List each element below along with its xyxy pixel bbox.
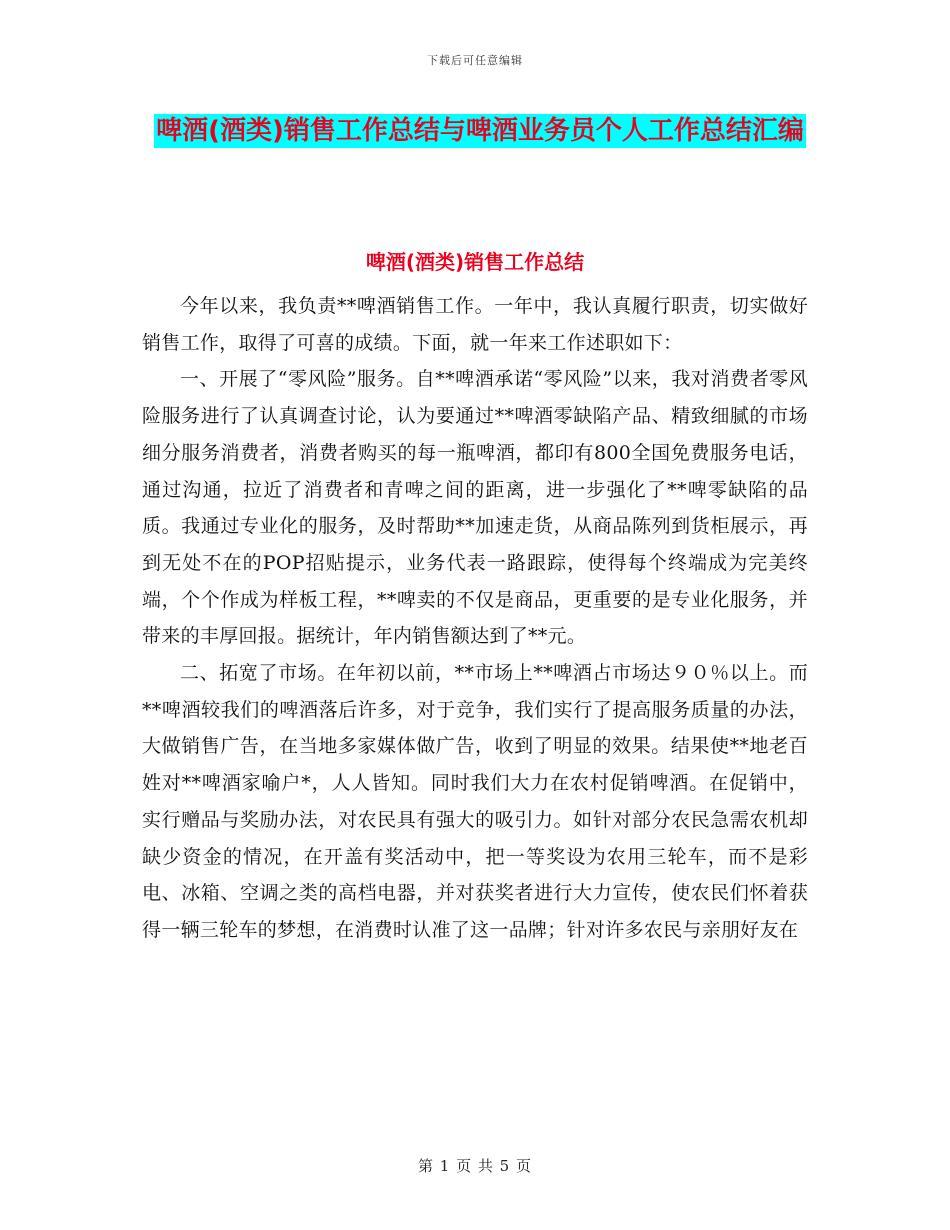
page-number: 第 1 页 共 5 页 bbox=[418, 1157, 532, 1175]
document-title-text: 啤酒(酒类)销售工作总结与啤酒业务员个人工作总结汇编 bbox=[156, 116, 804, 146]
paragraph-zero-risk-service: 一、开展了“零风险”服务。自**啤酒承诺“零风险”以来，我对消费者零风险服务进行了认真调查讨论，认为要通过**啤酒零缺陷产品、精致细腻的市场细分服务消费者，消费者购买的每一瓶啤酒，都印有800全国免费服务电话，通过沟通，拉近了消费者和青啤之间的距离，进一步强化了**啤零缺陷的品质。我通过专业化的服务，及时帮助**加速走货，从商品陈列到货柜展示，再到无处不在的POP招贴提示，业务代表一路跟踪，使得每个终端成为完美终端，个个作成为样板工程，**啤卖的不仅是商品，更重要的是专业化服务，并带来的丰厚回报。据统计，年内销售额达到了**元。 bbox=[142, 368, 808, 648]
body-text bbox=[142, 288, 808, 949]
document-title bbox=[150, 108, 810, 154]
paragraph-market-expansion: 二、拓宽了市场。在年初以前，**市场上**啤酒占市场达９０％以上。而**啤酒较我们的啤酒落后许多，对于竞争，我们实行了提高服务质量的办法，大做销售广告，在当地多家媒体做广告，收到了明显的效果。结果使**地老百姓对**啤酒家喻户*，人人皆知。同时我们大力在农村促销啤酒。在促销中，实行赠品与奖励办法，对农民具有强大的吸引力。如针对部分农民急需农机却缺少资金的情况，在开盖有奖活动中，把一等奖设为农用三轮车，而不是彩电、冰箱、空调之类的高档电器，并对获奖者进行大力宣传，使农民们怀着获得一辆三轮车的梦想，在消费时认准了这一品牌；针对许多农民与亲朋好友在 bbox=[142, 662, 808, 941]
page-header-note: 下载后可任意编辑 bbox=[427, 54, 523, 67]
paragraph-intro: 今年以来，我负责**啤酒销售工作。一年中，我认真履行职责，切实做好销售工作，取得了可喜的成绩。下面，就一年来工作述职如下： bbox=[142, 295, 808, 354]
section-title: 啤酒(酒类)销售工作总结 bbox=[365, 250, 585, 274]
